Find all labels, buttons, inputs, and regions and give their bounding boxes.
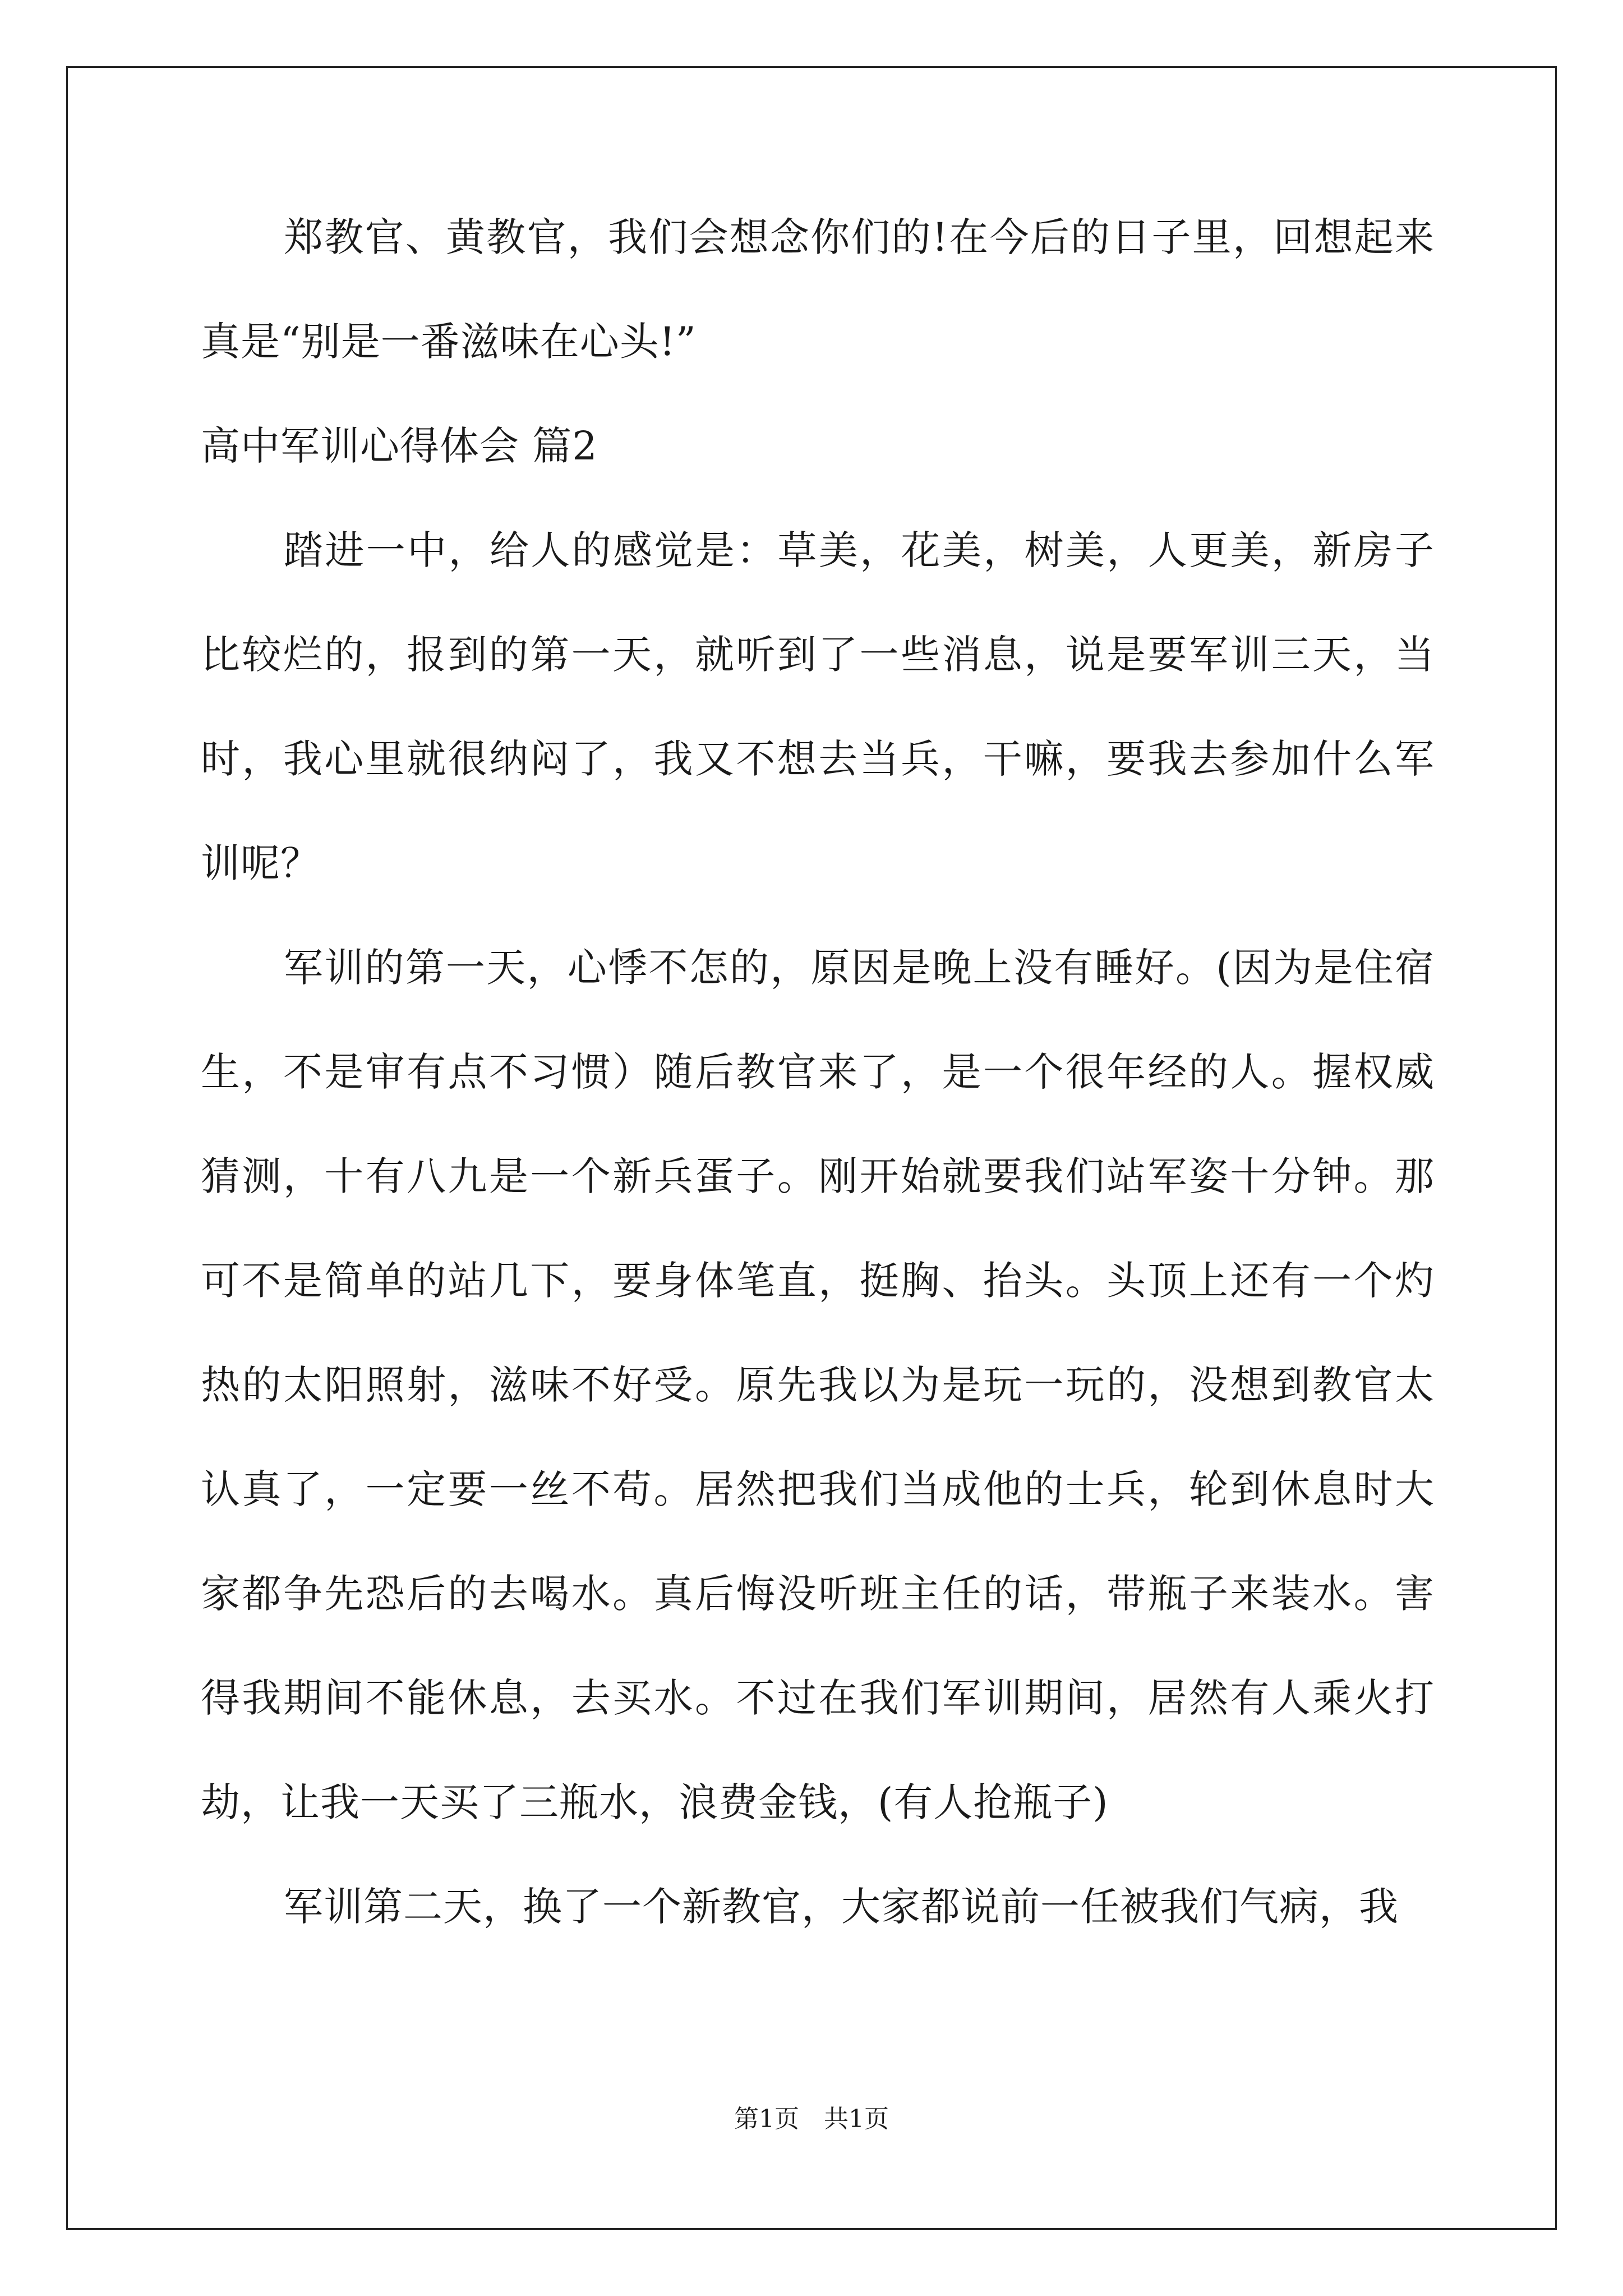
paragraph-1: 郑教官、黄教官，我们会想念你们的!在今后的日子里，回想起来真是“别是一番滋味在心头!” — [201, 214, 1435, 365]
paragraph-4: 军训第二天，换了一个新教官，大家都说前一任被我们气病，我 — [284, 1884, 1399, 1930]
paragraph-2: 踏进一中，给人的感觉是：草美，花美，树美，人更美，新房子比较烂的，报到的第一天，就听到了一些消息，说是要军训三天，当时，我心里就很纳闷了，我又不想去当兵，干嘛，要我去参加什么军训呢？ — [201, 527, 1435, 886]
paragraph-3: 军训的第一天，心悸不怎的，原因是晚上没有睡好。(因为是住宿生，不是审有点不习惯）随后教官来了，是一个很年经的人。握权威猜测，十有八九是一个新兵蛋子。刚开始就要我们站军姿十分钟。那可不是简单的站几下，要身体笔直，挺胸、抬头。头顶上还有一个灼热的太阳照射，滋味不好受。原先我以为是玩一玩的，没想到教官太认真了，一定要一丝不苟。居然把我们当成他的士兵，轮到休息时大家都争先恐后的去喝水。真后悔没听班主任的话，带瓶子来装水。害得我期间不能休息，去买水。不过在我们军训期间，居然有人乘火打劫，让我一天买了三瓶水，浪费金钱，(有人抢瓶子) — [201, 945, 1435, 1825]
section-heading: 高中军训心得体会 篇2 — [201, 423, 598, 469]
page-number: 第1页 — [734, 2105, 799, 2133]
page-total: 共1页 — [824, 2105, 889, 2133]
page-footer — [0, 2102, 1623, 2136]
document-body — [201, 185, 1435, 1959]
